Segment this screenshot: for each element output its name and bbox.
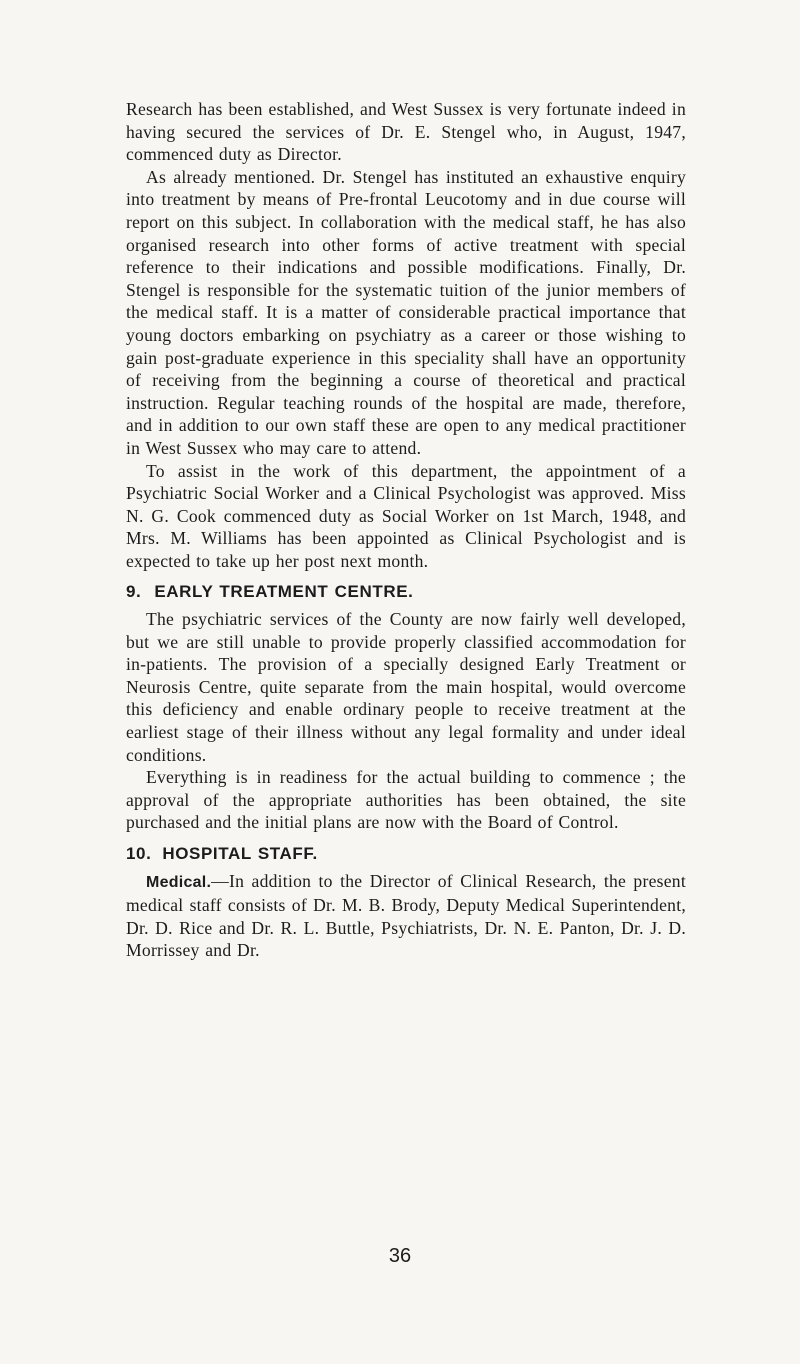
section-heading-hospital-staff: [126, 843, 686, 866]
paragraph-social-worker: To assist in the work of this department, the appointment of a Psychiatric Social Worker and a Clinical Psychologist was approved. Miss N. G. Cook commenced duty as Social Worker on 1st March, 1948, and Mrs. M. Williams has been appointed as Clinical Psychologist and is expected to take up her post next month.: [126, 460, 686, 571]
paragraph-medical-staff-text: —In addition to the Director of Clinical Research, the present medical staff consists of Dr. M. B. Brody, Deputy Medical Superintendent, Dr. D. Rice and Dr. R. L. Buttle, Psychiatrists, Dr. N. E. Panton, Dr. J. D. Morrissey and Dr.: [126, 870, 686, 961]
paragraph-continuation: Research has been established, and West Sussex is very fortunate indeed in having secured the services of Dr. E. Stengel who, in August, 1947, commenced duty as Director.: [126, 99, 686, 165]
section-title: EARLY TREATMENT CENTRE.: [154, 582, 414, 602]
section-title: HOSPITAL STAFF.: [162, 844, 318, 863]
paragraph-stengel-research: As already mentioned. Dr. Stengel has instituted an exhaustive enquiry into treatment by means of Pre-frontal Leucotomy and in due course will report on this subject. In collaboration with the medical staff, he has also organised research into other forms of active treatment with special reference to their indications and possible modifications. Finally, Dr. Stengel is responsible for the systematic tuition of the junior members of the medical staff. It is a matter of considerable practical importance that young doctors embarking on psychiatry as a career or those wishing to gain post-graduate experience in this speciality shall have an opportunity of receiving from the beginning a course of theoretical and practical instruction. Regular teaching rounds of the hospital are made, therefore, and in addition to our own staff these are open to any medical practitioner in West Sussex who may care to attend.: [126, 166, 686, 458]
paragraph-building-readiness: Everything is in readiness for the actual building to commence ; the approval of the appropriate authorities has been obtained, the site purchased and the initial plans are now with the Board of Control.: [126, 767, 686, 833]
section-number: 10.: [126, 844, 152, 863]
section-heading-early-treatment: [126, 581, 686, 604]
run-in-heading-medical: Medical.: [146, 873, 212, 891]
paragraph-medical-staff: [126, 870, 686, 962]
document-body: [126, 98, 686, 962]
section-number: 9.: [126, 582, 142, 602]
page-number: 36: [388, 1245, 412, 1267]
paragraph-psychiatric-services: The psychiatric services of the County are now fairly well developed, but we are still unable to provide properly classified accommodation for in-patients. The provision of a specially designed Early Treatment or Neurosis Centre, quite separate from the main hospital, would overcome this deficiency and enable ordinary people to receive treatment at the earliest stage of their illness without any legal formality and under ideal conditions.: [126, 609, 686, 765]
